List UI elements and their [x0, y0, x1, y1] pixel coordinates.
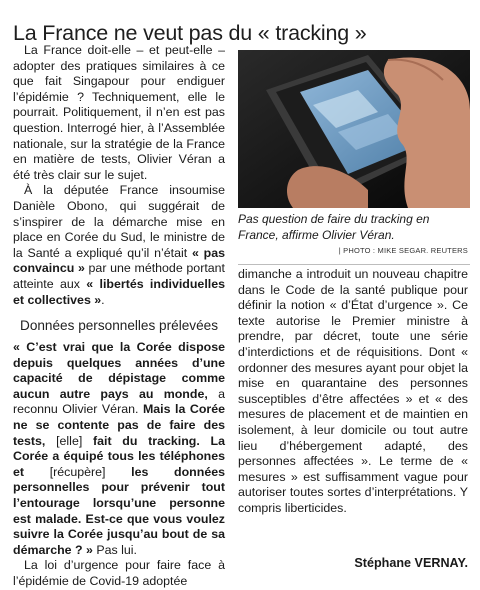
- text-run: Pas lui.: [92, 542, 137, 557]
- text-run: par une méthode portant atteinte aux: [13, 261, 225, 291]
- text-run: [récupère]: [24, 464, 132, 479]
- headline: La France ne veut pas du « tracking »: [13, 21, 367, 46]
- author-signature: Stéphane VERNAY.: [354, 556, 468, 570]
- paragraph-etat-urgence: dimanche a introduit un nouveau chapitre dans le Code de la santé publique pour définir la notion « d’État d’urgence ». Ce texte autorise le Premier ministre à prendre, par décret, toute une série d’interdictions et de réquisitions. Dont « ordonner des mesures ayant pour objet la mise en quarantaine des personnes susceptibles d’être affectées » et « des mesures de placement et de maintien en isolement, à leur domicile ou tout autre lieu d’hébergement adapté, des personnes affectées ». Le terme de « mesures » est suffisamment vague pour autoriser toutes sortes d’interprétations. Y compris liberticides.: [238, 267, 468, 515]
- quote-pas-convaincu: « pas convaincu »: [13, 245, 225, 276]
- text-run: À la députée France insoumise Danièle Obono, qui suggérait de s’inspirer de la démarche mise en place en Corée du Sud, le ministre de la Santé a expliqué qu’il n’était: [13, 183, 225, 260]
- photo-credit: | PHOTO : MIKE SEGAR. REUTERS: [338, 246, 468, 255]
- text-run: [elle]: [45, 433, 93, 448]
- text-run: a reconnu Olivier Véran.: [13, 386, 225, 417]
- photo-caption: Pas question de faire du tracking en France, affirme Olivier Véran.: [238, 212, 430, 242]
- article-photo: [238, 50, 470, 208]
- paragraph-intro: La France doit-elle – et peut-elle – adopter des pratiques similaires à ce que fait Singapour pour endiguer l’épidémie ? Techniquement, elle le pourrait. Politiquement, il n’en est pas question. Interrogé hier, à l’Assemblée nationale, sur la stratégie de la France en matière de tests, Olivier Véran a été très clair sur le sujet.: [13, 43, 225, 182]
- text-run: .: [101, 292, 105, 307]
- quote-run: « C’est vrai que la Corée dispose depuis quelques années d’une capacité de dépistage comme aucun autre pays au monde,: [13, 340, 225, 401]
- quote-run: les données personnelles pour prévenir tout l’entourage lorsqu’une personne est malade. Est-ce que vous voulez suivre la Corée jusqu’au bout de sa démarche ? »: [13, 464, 225, 557]
- paragraph-loi: La loi d’urgence pour faire face à l’épidémie de Covid-19 adoptée: [13, 558, 225, 588]
- right-column: [238, 267, 468, 517]
- divider: [238, 264, 470, 265]
- quote-libertes: « libertés individuelles et collectives »: [13, 276, 225, 307]
- paragraph-obono: [13, 183, 225, 308]
- paragraph-quote: [13, 340, 225, 558]
- phone-hand-illustration: [238, 50, 470, 208]
- quote-run: Mais la Corée ne se contente pas de faire des tests,: [13, 402, 225, 448]
- quote-run: fait du tracking. La Corée a équipé tous les téléphones et: [13, 433, 225, 479]
- subheading: Données personnelles prélevées: [20, 318, 218, 334]
- left-column: [13, 43, 225, 590]
